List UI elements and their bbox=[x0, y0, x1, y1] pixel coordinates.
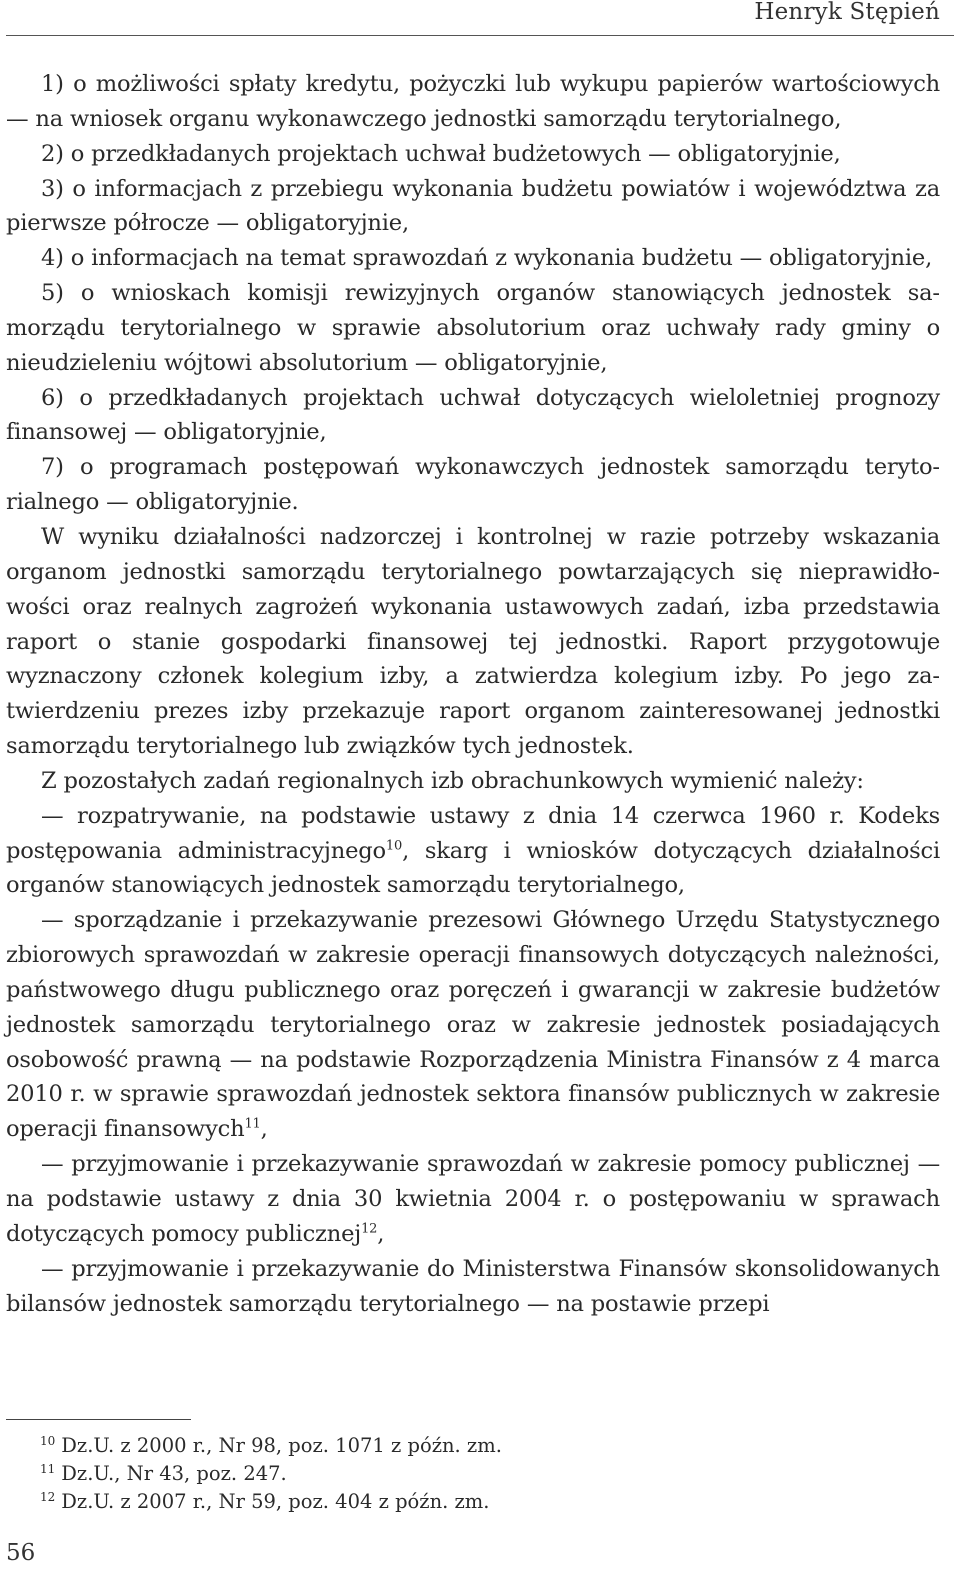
paragraph-pozostale-zadania: Z pozostałych zadań regionalnych izb obrachunkowych wymienić należy: bbox=[41, 767, 864, 794]
dash-item-sporzadzanie bbox=[6, 903, 940, 1147]
dash-item-text: — sporządzanie i przekazywanie prezesowi Głównego Urzędu Statystycznego zbiorowych sprawozdań w zakresie operacji finansowych dotyczących należności, państwowego długu publicznego oraz poręczeń i gwarancji w zakresie budżetów jednostek samorządu terytorialnego oraz w zakresie jednostek posiadających osobowość prawną — na podstawie Rozporządzenia Ministra Finansów z 4 marca 2010 r. w sprawie sprawozdań jednostek sektora finansów publicznych w zakresie operacji finansowych bbox=[6, 907, 940, 1143]
footnote-text: Dz.U., Nr 43, poz. 247. bbox=[61, 1462, 287, 1485]
list-item-5: 5) o wnioskach komisji rewizyjnych organów stanowiących jednostek samorządu terytorialnego w sprawie absolutorium oraz uchwały rady gminy o nieudzieleniu wójtowi absolutorium — obligatoryjnie, bbox=[6, 280, 940, 376]
footnote-ref-12[interactable]: 12 bbox=[361, 1221, 378, 1237]
list-item-1: 1) o możliwości spłaty kredytu, pożyczki lub wykupu papierów wartościowych — na wniosek organu wykonawczego jednostki samorządu terytorialnego, bbox=[6, 71, 940, 132]
list-item-2: 2) o przedkładanych projektach uchwał budżetowych — obligatoryjnie, bbox=[41, 140, 841, 167]
header-rule bbox=[6, 35, 954, 36]
footnote-ref-11[interactable]: 11 bbox=[244, 1116, 261, 1132]
dash-item-text: — rozpatrywanie, na podstawie ustawy z dnia 14 czerwca 1960 r. Kodeks postępowania administracyjnego bbox=[6, 802, 940, 864]
dash-item-przyjmowanie-pomoc bbox=[6, 1147, 940, 1252]
footnote-12 bbox=[40, 1488, 502, 1516]
page-number: 56 bbox=[6, 1540, 36, 1566]
footnote-text: Dz.U. z 2007 r., Nr 59, poz. 404 z późn. zm. bbox=[61, 1490, 490, 1513]
dash-item-text: , skarg i wniosków dotyczących działalności organów stanowiących jednostek samorządu terytorialnego, bbox=[6, 837, 940, 899]
footnote-10 bbox=[40, 1432, 502, 1460]
footnote-number: 12 bbox=[40, 1489, 56, 1504]
footnote-text: Dz.U. z 2000 r., Nr 98, poz. 1071 z późn. zm. bbox=[61, 1434, 502, 1457]
dash-item-text: , bbox=[377, 1220, 385, 1247]
footnote-rule bbox=[6, 1419, 191, 1420]
footnote-number: 11 bbox=[40, 1461, 56, 1476]
footnote-ref-10[interactable]: 10 bbox=[385, 838, 403, 854]
footnotes bbox=[40, 1432, 502, 1516]
list-item-3: 3) o informacjach z przebiegu wykonania budżetu powiatów i województwa za pierwsze półrocze — obligatoryjnie, bbox=[6, 175, 940, 237]
dash-item-text: , bbox=[260, 1116, 268, 1143]
paragraph-raport: W wyniku działalności nadzorczej i kontrolnej w razie potrzeby wskazania organom jednostki samorządu terytorialnego powtarzających się nieprawidłowości oraz realnych zagrożeń wykonania ustawowych zadań, izba przedstawia raport o stanie gospodarki finansowej tej jednostki. Raport przygotowuje wyznaczony członek kolegium izby, a zatwierdza kolegium izby. Po jego zatwierdzeniu prezes izby przekazuje raport organom zainteresowanej jednostki samorządu terytorialnego lub związków tych jednostek. bbox=[6, 523, 940, 760]
dash-item-rozpatrywanie bbox=[6, 799, 940, 904]
running-head-author: Henryk Stępień bbox=[754, 0, 940, 25]
body-text bbox=[6, 67, 940, 1321]
footnote-number: 10 bbox=[40, 1433, 56, 1448]
list-item-6: 6) o przedkładanych projektach uchwał dotyczących wieloletniej prognozy finansowej — obligatoryjnie, bbox=[6, 384, 940, 446]
dash-item-przyjmowanie-bilanse: — przyjmowanie i przekazywanie do Ministerstwa Finansów skonsolidowanych bilansów jednostek samorządu terytorialnego — na postawie przepi bbox=[6, 1255, 940, 1317]
list-item-7: 7) o programach postępowań wykonawczych jednostek samorządu terytorialnego — obligatoryjnie. bbox=[6, 454, 940, 516]
footnote-11 bbox=[40, 1460, 502, 1488]
list-item-4: 4) o informacjach na temat sprawozdań z wykonania budżetu — obligatoryjnie, bbox=[41, 245, 933, 272]
dash-item-text: — przyjmowanie i przekazywanie sprawozdań w zakresie pomocy publicznej — na podstawie ustawy z dnia 30 kwietnia 2004 r. o postępowaniu w sprawach dotyczących pomocy publicznej bbox=[6, 1151, 940, 1247]
